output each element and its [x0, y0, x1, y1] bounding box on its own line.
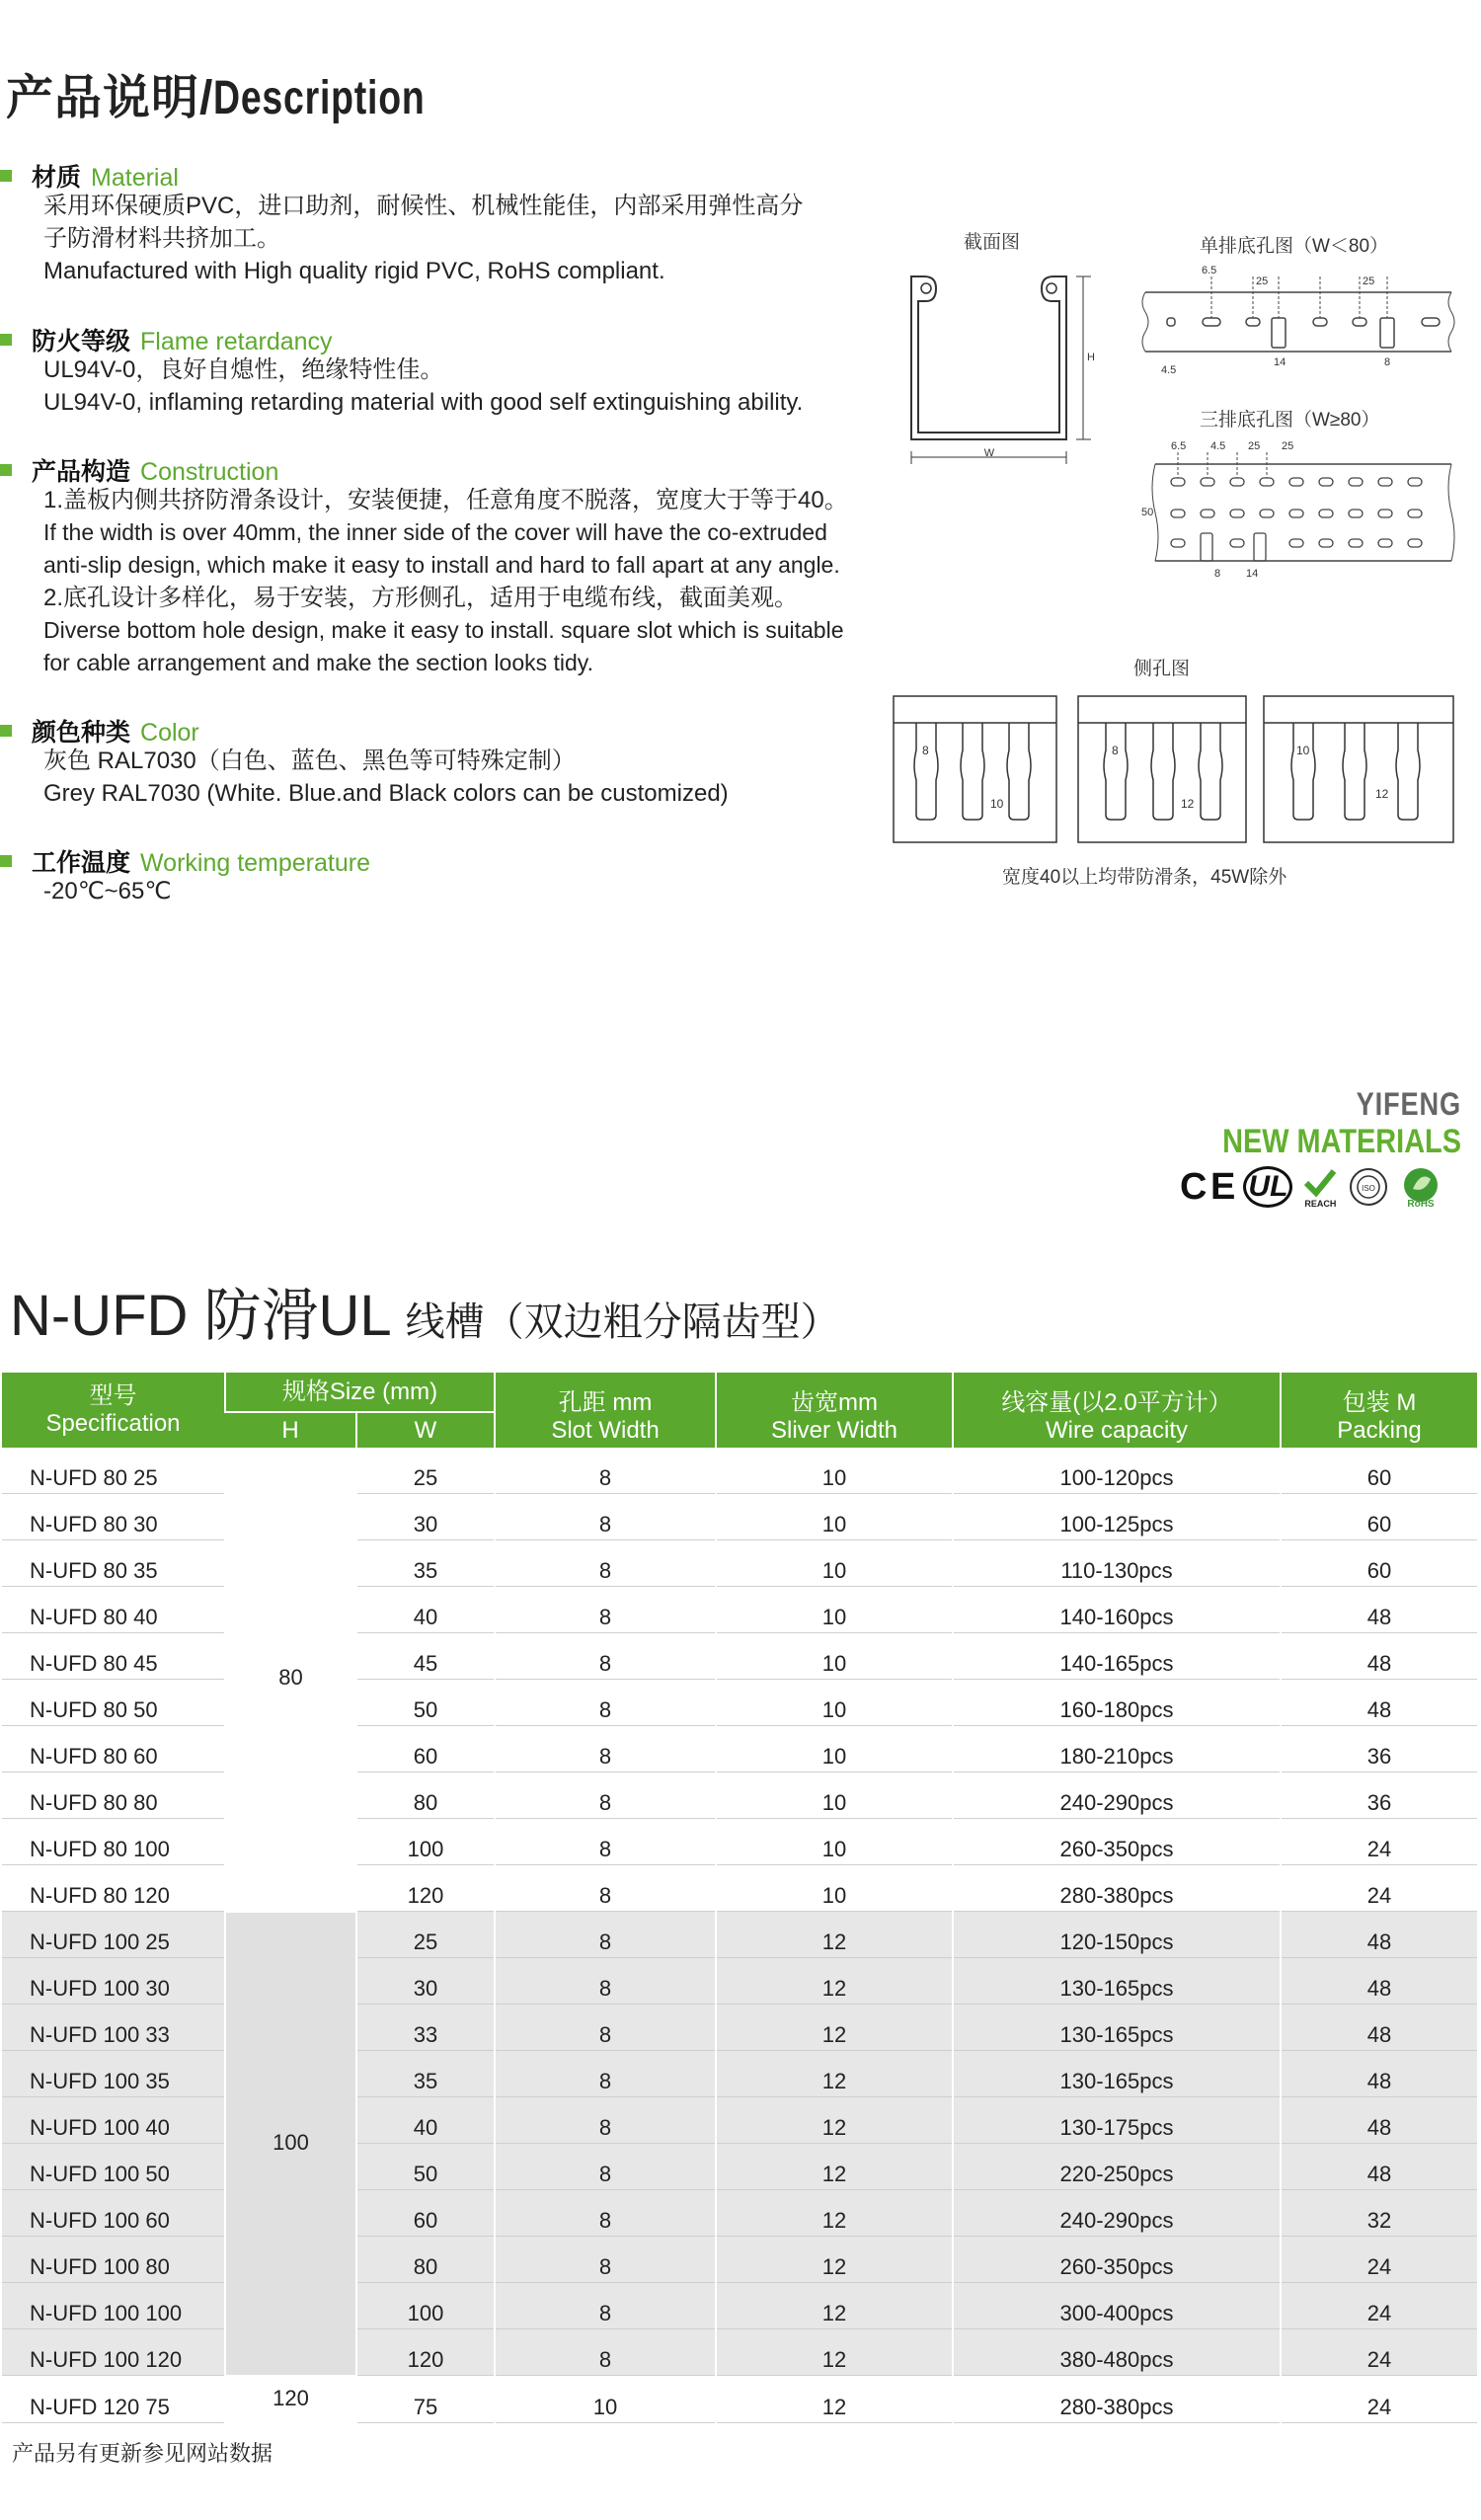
title-cn: 产品说明: [6, 72, 200, 124]
model-cell: N-UFD 80 30: [2, 1494, 225, 1540]
side-holes-diagram: [889, 691, 1461, 849]
wire-capacity-cell: 220-250pcs: [953, 2144, 1281, 2190]
dim-label: 10: [1296, 744, 1310, 757]
wire-capacity-cell: 130-165pcs: [953, 1958, 1281, 2005]
width-cell: 40: [356, 1587, 495, 1633]
ul-mark-icon: UL: [1243, 1166, 1292, 1208]
sliver-width-cell: 12: [716, 2097, 953, 2144]
height-cell: 120: [225, 2376, 356, 2423]
dim-label: 25: [1256, 276, 1269, 287]
sliver-width-cell: 12: [716, 2190, 953, 2237]
table-row: [2, 1633, 1477, 1680]
width-cell: 75: [356, 2376, 495, 2423]
width-cell: 25: [356, 1448, 495, 1494]
triple-row-caption: 三排底孔图（W≥80）: [1200, 410, 1380, 431]
dim-label: 8: [922, 744, 929, 757]
model-cell: N-UFD 100 25: [2, 1912, 225, 1958]
dim-label: 25: [1248, 440, 1261, 452]
slot-width-cell: 8: [495, 2005, 716, 2051]
width-cell: 60: [356, 1726, 495, 1772]
packing-cell: 48: [1281, 2144, 1477, 2190]
table-row: [2, 2005, 1477, 2051]
slot-width-cell: 8: [495, 1865, 716, 1912]
dim-label: 6.5: [1202, 265, 1217, 276]
width-cell: 80: [356, 2237, 495, 2283]
wire-capacity-cell: 130-175pcs: [953, 2097, 1281, 2144]
slot-width-cell: 8: [495, 1772, 716, 1819]
table-row: [2, 1680, 1477, 1726]
height-label: H: [1087, 352, 1095, 363]
cross-section-diagram: [894, 262, 1116, 479]
bullet-icon: [0, 464, 12, 476]
wire-capacity-cell: 260-350pcs: [953, 2237, 1281, 2283]
model-cell: N-UFD 80 60: [2, 1726, 225, 1772]
material-line: 子防滑材料共挤加工。: [43, 225, 280, 252]
sliver-width-cell: 12: [716, 2376, 953, 2423]
wire-capacity-cell: 120-150pcs: [953, 1912, 1281, 1958]
packing-cell: 24: [1281, 2329, 1477, 2376]
product-title-main: N-UFD 防滑UL: [10, 1284, 390, 1348]
wire-capacity-cell: 300-400pcs: [953, 2283, 1281, 2329]
width-cell: 30: [356, 1494, 495, 1540]
header-size: 规格Size (mm): [225, 1373, 495, 1412]
material-heading-cn: 材质: [32, 164, 82, 192]
construction-line: Diverse bottom hole design, make it easy to install. square slot which is suitable: [43, 617, 844, 643]
sliver-width-cell: 10: [716, 1494, 953, 1540]
width-cell: 80: [356, 1772, 495, 1819]
dim-label: 25: [1363, 276, 1375, 287]
single-row-caption: 单排底孔图（W＜80）: [1200, 236, 1389, 257]
model-cell: N-UFD 80 25: [2, 1448, 225, 1494]
width-cell: 100: [356, 2283, 495, 2329]
packing-cell: 60: [1281, 1494, 1477, 1540]
table-row: [2, 2097, 1477, 2144]
title-en: Description: [213, 72, 426, 124]
temp-line: -20℃~65℃: [43, 878, 172, 905]
table-row: [2, 1865, 1477, 1912]
dim-label: 4.5: [1210, 440, 1226, 452]
model-cell: N-UFD 100 120: [2, 2329, 225, 2376]
wire-capacity-cell: 160-180pcs: [953, 1680, 1281, 1726]
packing-cell: 48: [1281, 1587, 1477, 1633]
bullet-icon: [0, 725, 12, 737]
product-title: [10, 1269, 840, 1352]
width-cell: 120: [356, 2329, 495, 2376]
slot-width-cell: 8: [495, 1448, 716, 1494]
header-wire: 线容量(以2.0平方计） Wire capacity: [953, 1373, 1281, 1448]
dim-label: 4.5: [1161, 364, 1177, 375]
ce-mark-icon: C E: [1180, 1165, 1234, 1208]
material-heading-en: Material: [91, 164, 179, 192]
wire-capacity-cell: 130-165pcs: [953, 2005, 1281, 2051]
wire-capacity-cell: 380-480pcs: [953, 2329, 1281, 2376]
width-cell: 45: [356, 1633, 495, 1680]
model-cell: N-UFD 80 120: [2, 1865, 225, 1912]
packing-cell: 24: [1281, 2283, 1477, 2329]
table-row: [2, 1958, 1477, 2005]
model-cell: N-UFD 100 100: [2, 2283, 225, 2329]
color-heading-en: Color: [140, 719, 199, 747]
brand-tagline: NEW MATERIALS: [1222, 1123, 1461, 1160]
certification-logos: [1180, 1165, 1442, 1209]
width-label: W: [983, 447, 995, 459]
packing-cell: 24: [1281, 1819, 1477, 1865]
packing-cell: 48: [1281, 1958, 1477, 2005]
sliver-width-cell: 12: [716, 2329, 953, 2376]
color-heading-cn: 颜色种类: [32, 719, 131, 747]
wire-capacity-cell: 240-290pcs: [953, 1772, 1281, 1819]
slot-width-cell: 8: [495, 2144, 716, 2190]
header-packing: 包装 M Packing: [1281, 1373, 1477, 1448]
table-row: [2, 2329, 1477, 2376]
model-cell: N-UFD 80 80: [2, 1772, 225, 1819]
flame-heading-cn: 防火等级: [32, 328, 131, 355]
construction-line: 1.盖板内侧共挤防滑条设计，安装便捷，任意角度不脱落，宽度大于等于40。: [43, 487, 848, 513]
construction-line: 2.底孔设计多样化，易于安装，方形侧孔，适用于电缆布线，截面美观。: [43, 585, 799, 611]
model-cell: N-UFD 100 50: [2, 2144, 225, 2190]
packing-cell: 48: [1281, 1680, 1477, 1726]
reach-mark-icon: REACH: [1302, 1165, 1338, 1209]
width-cell: 30: [356, 1958, 495, 2005]
model-cell: N-UFD 100 33: [2, 2005, 225, 2051]
slot-width-cell: 10: [495, 2376, 716, 2423]
slot-width-cell: 8: [495, 2237, 716, 2283]
table-row: [2, 1772, 1477, 1819]
table-row: [2, 2051, 1477, 2097]
temp-heading-en: Working temperature: [140, 849, 370, 877]
model-cell: N-UFD 80 100: [2, 1819, 225, 1865]
packing-cell: 36: [1281, 1726, 1477, 1772]
packing-cell: 32: [1281, 2190, 1477, 2237]
model-cell: N-UFD 80 50: [2, 1680, 225, 1726]
page-title: [6, 59, 485, 127]
construction-heading-en: Construction: [140, 458, 279, 486]
sliver-width-cell: 12: [716, 2144, 953, 2190]
flame-line: UL94V-0, inflaming retarding material with good self extinguishing ability.: [43, 389, 804, 416]
brand-name: YIFENG: [1356, 1086, 1461, 1122]
sliver-width-cell: 10: [716, 1726, 953, 1772]
table-row: [2, 1448, 1477, 1494]
height-cell: 100: [225, 1912, 356, 2376]
slot-width-cell: 8: [495, 1494, 716, 1540]
table-row: [2, 2144, 1477, 2190]
header-spec: 型号 Specification: [2, 1373, 225, 1448]
triple-row-holes-diagram: [1135, 434, 1461, 583]
packing-cell: 60: [1281, 1448, 1477, 1494]
slot-width-cell: 8: [495, 1540, 716, 1587]
sliver-width-cell: 12: [716, 1912, 953, 1958]
single-row-holes-diagram: [1135, 257, 1461, 375]
wire-capacity-cell: 100-125pcs: [953, 1494, 1281, 1540]
dim-label: 14: [1246, 568, 1259, 580]
table-row: [2, 2190, 1477, 2237]
height-cell: 80: [225, 1448, 356, 1912]
model-cell: N-UFD 100 30: [2, 1958, 225, 2005]
width-cell: 35: [356, 1540, 495, 1587]
sliver-width-cell: 10: [716, 1680, 953, 1726]
wire-capacity-cell: 100-120pcs: [953, 1448, 1281, 1494]
dim-label: 8: [1112, 744, 1119, 757]
construction-line: anti-slip design, which make it easy to install and hard to fall apart at any angle.: [43, 552, 840, 578]
wire-capacity-cell: 110-130pcs: [953, 1540, 1281, 1587]
header-w: W: [356, 1412, 495, 1448]
header-slot: 孔距 mm Slot Width: [495, 1373, 716, 1448]
construction-line: for cable arrangement and make the section looks tidy.: [43, 650, 593, 675]
slot-width-cell: 8: [495, 1819, 716, 1865]
dim-label: 8: [1384, 356, 1391, 368]
packing-cell: 48: [1281, 2097, 1477, 2144]
sliver-width-cell: 10: [716, 1865, 953, 1912]
construction-line: If the width is over 40mm, the inner side of the cover will have the co-extruded: [43, 519, 827, 545]
model-cell: N-UFD 80 35: [2, 1540, 225, 1587]
sliver-width-cell: 10: [716, 1448, 953, 1494]
sliver-width-cell: 10: [716, 1633, 953, 1680]
width-cell: 100: [356, 1819, 495, 1865]
model-cell: N-UFD 100 80: [2, 2237, 225, 2283]
model-cell: N-UFD 120 75: [2, 2376, 225, 2423]
svg-text:ISO: ISO: [1362, 1184, 1376, 1193]
slot-width-cell: 8: [495, 1958, 716, 2005]
slot-width-cell: 8: [495, 1680, 716, 1726]
width-cell: 50: [356, 1680, 495, 1726]
temp-heading-cn: 工作温度: [32, 849, 131, 877]
packing-cell: 60: [1281, 1540, 1477, 1587]
color-line: Grey RAL7030 (White. Blue.and Black colors can be customized): [43, 780, 729, 807]
wire-capacity-cell: 280-380pcs: [953, 2376, 1281, 2423]
material-line: Manufactured with High quality rigid PVC, RoHS compliant.: [43, 258, 665, 284]
slot-width-cell: 8: [495, 2051, 716, 2097]
wire-capacity-cell: 130-165pcs: [953, 2051, 1281, 2097]
wire-capacity-cell: 280-380pcs: [953, 1865, 1281, 1912]
slot-width-cell: 8: [495, 2097, 716, 2144]
packing-cell: 48: [1281, 1912, 1477, 1958]
brand-block: [1066, 1086, 1461, 1161]
sliver-width-cell: 10: [716, 1540, 953, 1587]
table-row: [2, 2283, 1477, 2329]
section-caption: 截面图: [964, 232, 1021, 253]
model-cell: N-UFD 100 35: [2, 2051, 225, 2097]
sliver-width-cell: 10: [716, 1587, 953, 1633]
wire-capacity-cell: 140-160pcs: [953, 1587, 1281, 1633]
material-line: 采用环保硬质PVC，进口助剂，耐候性、机械性能佳，内部采用弹性高分: [43, 193, 804, 219]
packing-cell: 48: [1281, 1633, 1477, 1680]
dim-label: 12: [1375, 787, 1389, 801]
diagram-note: 宽度40以上均带防滑条，45W除外: [1002, 867, 1287, 888]
slot-width-cell: 8: [495, 1726, 716, 1772]
footer-note: 产品另有更新参见网站数据: [12, 2441, 273, 2466]
sliver-width-cell: 10: [716, 1772, 953, 1819]
width-cell: 40: [356, 2097, 495, 2144]
width-cell: 35: [356, 2051, 495, 2097]
sliver-width-cell: 10: [716, 1819, 953, 1865]
packing-cell: 48: [1281, 2051, 1477, 2097]
dim-label: 25: [1282, 440, 1294, 452]
table-row: [2, 2237, 1477, 2283]
dim-label: 8: [1214, 568, 1221, 580]
packing-cell: 24: [1281, 2237, 1477, 2283]
table-row: [2, 1587, 1477, 1633]
wire-capacity-cell: 240-290pcs: [953, 2190, 1281, 2237]
slot-width-cell: 8: [495, 2190, 716, 2237]
table-row: [2, 1819, 1477, 1865]
slot-width-cell: 8: [495, 1912, 716, 1958]
slot-width-cell: 8: [495, 1633, 716, 1680]
table-row: [2, 1540, 1477, 1587]
table-row: [2, 2376, 1477, 2423]
title-separator: /: [199, 72, 214, 124]
model-cell: N-UFD 80 40: [2, 1587, 225, 1633]
slot-width-cell: 8: [495, 1587, 716, 1633]
slot-width-cell: 8: [495, 2283, 716, 2329]
table-row: [2, 1494, 1477, 1540]
model-cell: N-UFD 100 60: [2, 2190, 225, 2237]
wire-capacity-cell: 180-210pcs: [953, 1726, 1281, 1772]
bullet-icon: [0, 855, 12, 867]
dim-label: 50: [1141, 507, 1154, 518]
bullet-icon: [0, 334, 12, 346]
svg-text:RoHS: RoHS: [1407, 1199, 1436, 1209]
construction-heading-cn: 产品构造: [32, 458, 131, 486]
width-cell: 33: [356, 2005, 495, 2051]
wire-capacity-cell: 260-350pcs: [953, 1819, 1281, 1865]
flame-line: UL94V-0，良好自熄性，绝缘特性佳。: [43, 356, 444, 383]
width-cell: 50: [356, 2144, 495, 2190]
header-sliver: 齿宽mm Sliver Width: [716, 1373, 953, 1448]
packing-cell: 48: [1281, 2005, 1477, 2051]
dim-label: 12: [1181, 797, 1195, 811]
width-cell: 120: [356, 1865, 495, 1912]
sliver-width-cell: 12: [716, 2283, 953, 2329]
iso-mark-icon: [1348, 1166, 1389, 1208]
sliver-width-cell: 12: [716, 2005, 953, 2051]
dim-label: 10: [990, 797, 1004, 811]
sliver-width-cell: 12: [716, 1958, 953, 2005]
slot-width-cell: 8: [495, 2329, 716, 2376]
sliver-width-cell: 12: [716, 2051, 953, 2097]
packing-cell: 24: [1281, 2376, 1477, 2423]
bullet-icon: [0, 170, 12, 182]
wire-capacity-cell: 140-165pcs: [953, 1633, 1281, 1680]
side-holes-caption: 侧孔图: [1133, 659, 1191, 679]
header-h: H: [225, 1412, 356, 1448]
table-row: [2, 1726, 1477, 1772]
packing-cell: 24: [1281, 1865, 1477, 1912]
sliver-width-cell: 12: [716, 2237, 953, 2283]
product-title-sub: 线槽（双边粗分隔齿型）: [405, 1300, 840, 1344]
model-cell: N-UFD 80 45: [2, 1633, 225, 1680]
dim-label: 14: [1274, 356, 1286, 368]
rohs-mark-icon: [1399, 1165, 1442, 1209]
color-line: 灰色 RAL7030（白色、蓝色、黑色等可特殊定制）: [43, 748, 576, 774]
spec-table: [2, 1373, 1477, 2424]
table-row: [2, 1912, 1477, 1958]
width-cell: 60: [356, 2190, 495, 2237]
flame-heading-en: Flame retardancy: [140, 328, 333, 355]
model-cell: N-UFD 100 40: [2, 2097, 225, 2144]
dim-label: 6.5: [1171, 440, 1187, 452]
packing-cell: 36: [1281, 1772, 1477, 1819]
width-cell: 25: [356, 1912, 495, 1958]
